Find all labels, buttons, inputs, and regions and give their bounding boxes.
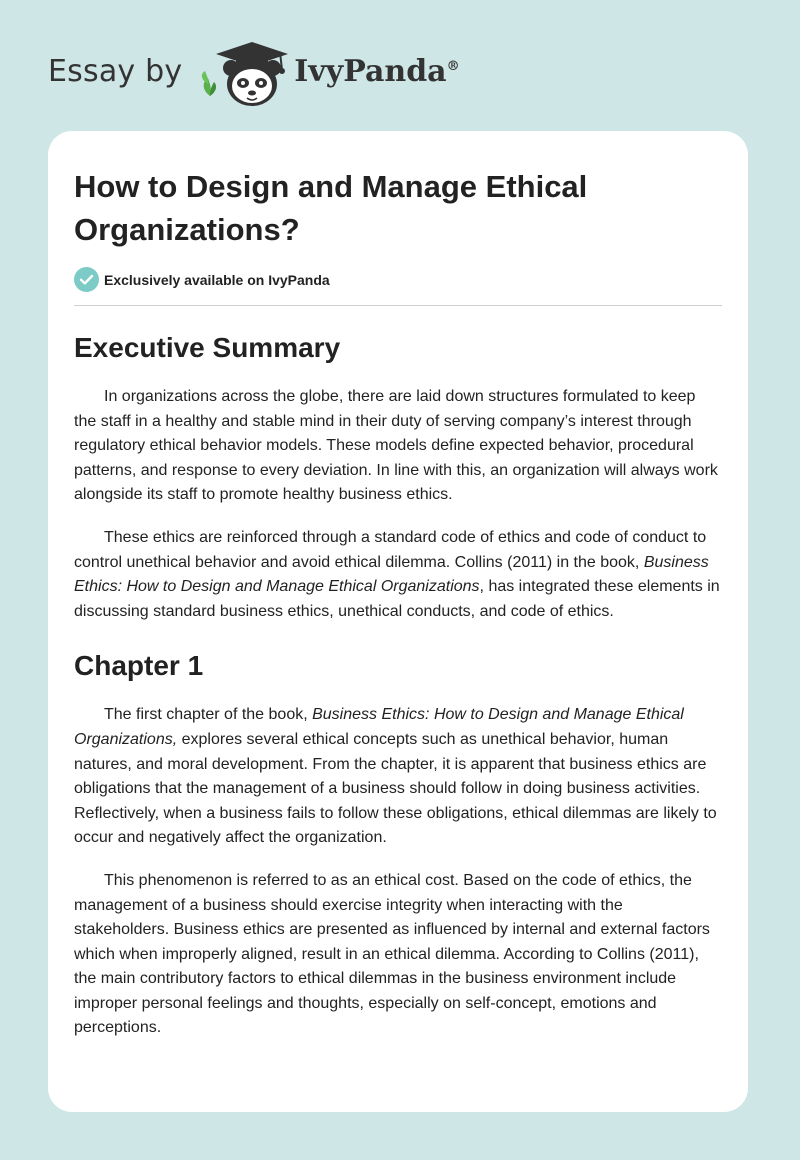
- book-title: Business Ethics: How to Design and Manage Ethical Organizations,: [74, 706, 684, 748]
- paragraph: In organizations across the globe, there are laid down structures formulated to keep the staff in a healthy and stable mind in their duty of serving company’s interest through regulatory ethical behavior models. These models define expected behavior, procedural patterns, and response to every deviation. In line with this, an organization will always work alongside its staff to promote healthy business ethics.: [74, 388, 718, 504]
- paragraph: These ethics are reinforced through a standard code of ethics and code of conduct to control unethical behavior and avoid ethical dilemma. Collins (2011) in the book, Business Ethics: How to Design and Manage Ethical Organizations, has integrated these elements in discussing standard business ethics, unethical conducts, and code of ethics.: [74, 528, 720, 620]
- section-heading: Executive Summary: [74, 332, 341, 363]
- brand-header: [48, 34, 460, 108]
- ivypanda-logo-icon[interactable]: [196, 34, 292, 108]
- exclusive-badge: [74, 267, 722, 292]
- essay-card: [48, 131, 748, 1112]
- brand-name[interactable]: IvyPanda®: [294, 53, 460, 89]
- check-icon: [74, 267, 99, 292]
- section-heading: Chapter 1: [74, 650, 204, 682]
- divider: [74, 305, 722, 306]
- book-title: Business Ethics: How to Design and Manage Ethical Organizations: [74, 553, 709, 596]
- paragraph: This phenomenon is referred to as an ethical cost. Based on the code of ethics, the management of a business should exercise integrity when interacting with the stakeholders. Business ethics are presented as influenced by internal and external factors which when improperly aligned, result in an ethical dilemma. According to Collins (2011), the main contributory factors to ethical dilemmas in the business environment include improper personal feelings and thoughts, especially on self-concept, emotions and perceptions.: [74, 871, 710, 1037]
- exclusive-badge-text: Exclusively available on IvyPanda: [104, 271, 330, 288]
- paragraph: The first chapter of the book, Business Ethics: How to Design and Manage Ethical Organizations, explores several ethical concepts such as unethical behavior, human natures, and moral development. From the chapter, it is apparent that business ethics are obligations that the management of a business should follow in doing business activities. Reflectively, when a business fails to follow these obligations, ethical dilemmas are likely to occur and negatively affect the organization.: [74, 706, 717, 847]
- essay-by-label: Essay by: [48, 53, 183, 89]
- page-title: How to Design and Manage Ethical Organizations?: [74, 169, 588, 247]
